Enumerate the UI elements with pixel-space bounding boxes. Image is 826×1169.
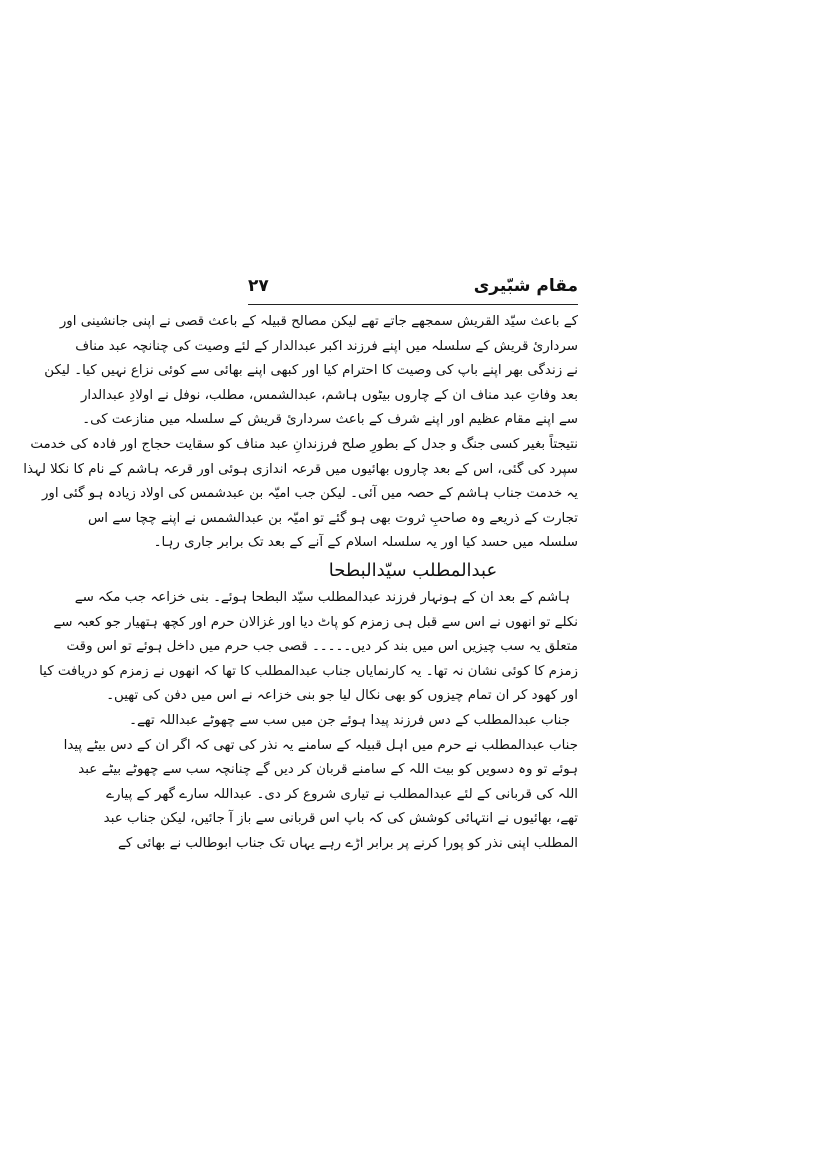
text-line: تجارت کے ذریعے وہ صاحبِ ثروت بھی ہو گئے تو امیّہ بن عبدالشمس نے اپنے چچا سے اس bbox=[87, 510, 578, 526]
text-line: اور کھود کر ان تمام چیزوں کو بھی نکال لیا جو بنی خزاعہ نے اس میں دفن کی تھیں۔ bbox=[106, 688, 578, 704]
text-line: سپرد کی گئی، اس کے بعد چاروں بھائیوں میں قرعہ اندازی ہوئی اور قرعہ ہاشم کے نام کا نکلا لہذا bbox=[23, 461, 578, 477]
paragraph-vow bbox=[63, 709, 578, 857]
text-line: یہ خدمت جناب ہاشم کے حصہ میں آئی۔ لیکن جب امیّہ بن عبدشمس کی اولاد زیادہ ہو گئی اور bbox=[41, 486, 578, 502]
text-line: کے باعث سیّد القریش سمجھے جاتے تھے لیکن مصالح قبیلہ کے باعث قصی نے اپنی جانشینی اور bbox=[59, 314, 578, 329]
text-line: نے زندگی بھر اپنے باپ کی وصیت کا احترام کیا اور کبھی اپنے بھائی سے کوئی نزاع نہیں کیا۔ لیکن bbox=[44, 363, 578, 379]
section-heading: عبدالمطلب سیّدالبطحا bbox=[328, 559, 498, 581]
text-line: اللہ کی قربانی کے لئے عبدالمطلب نے تیاری شروع کر دی۔ عبداللہ سارے گھر کے پیارے bbox=[106, 786, 578, 802]
text-line: متعلق یہ سب چیزیں اس میں بند کر دیں۔۔۔۔۔ قصی جب حرم میں داخل ہوئے تو اس وقت bbox=[66, 639, 578, 655]
text-line: سلسلہ میں حسد کیا اور یہ سلسلہ اسلام کے آنے کے بعد تک برابر جاری رہا۔ bbox=[153, 535, 578, 551]
paragraph-lineage bbox=[23, 310, 578, 556]
paragraph-zamzam bbox=[39, 586, 578, 709]
text-line: نکلے تو انھوں نے اس سے قبل ہی زمزم کو پاٹ دیا اور غزالان حرم اور کچھ ہتھیار جو کعبہ سے bbox=[53, 614, 578, 630]
book-title: مقام شبّیری bbox=[473, 276, 578, 296]
page-body bbox=[23, 310, 578, 856]
text-line: ہاشم کے بعد ان کے ہونہار فرزند عبدالمطلب سیّد البطحا ہوئے۔ بنی خزاعہ جب مکہ سے bbox=[74, 589, 570, 605]
text-line: المطلب اپنی نذر کو پورا کرنے پر برابر اڑے رہے یہاں تک جناب ابوطالب نے بھائی کے bbox=[118, 835, 578, 851]
text-line: جناب عبدالمطلب کے دس فرزند پیدا ہوئے جن میں سب سے چھوٹے عبداللہ تھے۔ bbox=[129, 712, 570, 728]
text-line: سے اپنے مقام عظیم اور اپنے شرف کے باعث سرداریٔ قریش کے سلسلہ میں منازعت کی۔ bbox=[82, 412, 578, 428]
text-line: سرداریٔ قریش کے سلسلہ میں اپنے فرزند اکبر عبدالدار کے لئے وصیت کی چنانچہ عبد مناف bbox=[75, 338, 578, 354]
text-line: ہوئے تو وہ دسویں کو بیت اللہ کے سامنے قربان کر دیں گے چنانچہ سب سے چھوٹے بیٹے عبد bbox=[78, 762, 578, 778]
text-line: تھے، بھائیوں نے انتہائی کوشش کی کہ باپ اس قربانی سے باز آ جائیں، لیکن جناب عبد bbox=[103, 811, 578, 827]
page-header bbox=[248, 276, 578, 302]
text-line: زمزم کا کوئی نشان نہ تھا۔ یہ کارنمایاں جناب عبدالمطلب کا تھا کہ انھوں نے زمزم کو دریافت کیا bbox=[39, 663, 578, 679]
text-line: جناب عبدالمطلب نے حرم میں اہل قبیلہ کے سامنے یہ نذر کی تھی کہ اگر ان کے دس بیٹے پیدا bbox=[63, 737, 578, 753]
text-line: نتیجتاً بغیر کسی جنگ و جدل کے بطورِ صلح فرزندانِ عبد مناف کو سقایت حجاج اور فادہ کی خدمت bbox=[30, 436, 578, 452]
page-number: ۲۷ bbox=[248, 276, 269, 296]
text-line: بعد وفاتِ عبد مناف ان کے چاروں بیٹوں ہاشم، عبدالشمس، مطلب، نوفل نے اولادِ عبدالدار bbox=[80, 387, 578, 403]
header-divider bbox=[248, 304, 578, 305]
